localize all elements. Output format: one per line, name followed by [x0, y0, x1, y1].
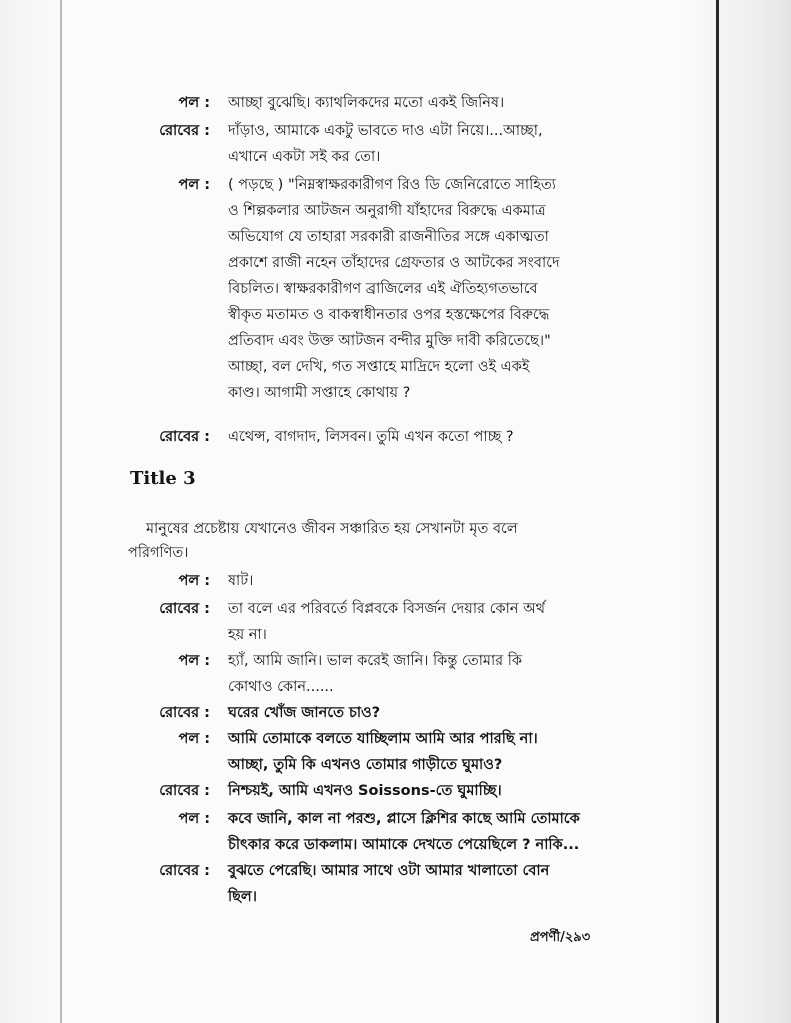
dialogue-line: বিচলিত। স্বাক্ষরকারীগণ ব্রাজিলের এই ঐতিহ্যগতভাবে: [228, 281, 538, 297]
dialogue-line: অভিযোগ যে তাহারা সরকারী রাজনীতির সঙ্গে একাত্মতা: [228, 229, 549, 245]
speaker-label: রোবের :: [159, 705, 210, 721]
dialogue-line: কবে জানি, কাল না পরশু, প্লাসে ক্লিশির কাছে আমি তোমাকে: [228, 811, 580, 827]
speaker-label: পল :: [178, 731, 210, 747]
dialogue-line: আচ্ছা বুঝেছি। ক্যাথলিকদের মতো একই জিনিষ।: [228, 95, 505, 111]
dialogue-line: তা বলে এর পরিবর্তে বিপ্লবকে বিসর্জন দেয়ার কোন অর্থ: [228, 601, 546, 617]
speaker-label: পল :: [178, 95, 210, 111]
dialogue-line: ঘরের খোঁজ জানতে চাও?: [228, 705, 381, 721]
speaker-label: পল :: [178, 573, 210, 589]
speaker-label: পল :: [178, 811, 210, 827]
dialogue-line: বুঝতে পেরেছি। আমার সাথে ওটা আমার খালাতো বোন: [228, 863, 550, 879]
speaker-label: রোবের :: [159, 123, 210, 139]
dialogue-line: ও শিল্পকলার আটজন অনুরাগী যাঁহাদের বিরুদ্ধে একমাত্র: [228, 203, 546, 219]
dialogue-line: এথেন্স, বাগদাদ, লিসবন। তুমি এখন কতো পাচ্ছ ?: [228, 429, 514, 445]
dialogue-line: ( পড়ছে ) "নিম্নস্বাক্ষরকারীগণ রিও ডি জেনিরোতে সাহিত্য: [228, 177, 556, 193]
dialogue-line: নিশ্চয়ই, আমি এখনও Soissons-তে ঘুমাচ্ছি।: [228, 783, 502, 799]
speaker-label: পল :: [178, 653, 210, 669]
speaker-label: রোবের :: [159, 601, 210, 617]
dialogue-line: আচ্ছা, বল দেখি, গত সপ্তাহে মাদ্রিদে হলো ওই একই: [228, 359, 530, 375]
dialogue-line: প্রকাশে রাজী নহেন তাঁহাদের গ্রেফতার ও আটকের সংবাদে: [228, 255, 560, 271]
dialogue-line: প্রতিবাদ এবং উক্ত আটজন বন্দীর মুক্তি দাবী করিতেছে।": [228, 333, 551, 349]
dialogue-line: কাণ্ড। আগামী সপ্তাহে কোথায় ?: [228, 385, 411, 401]
dialogue-line: চীৎকার করে ডাকলাম। আমাকে দেখতে পেয়েছিলে ? নাকি...: [228, 837, 580, 853]
dialogue-line: হয় না।: [228, 627, 267, 643]
dialogue-line: ষাট।: [228, 573, 254, 589]
speaker-label: রোবের :: [159, 429, 210, 445]
dialogue-line: হ্যাঁ, আমি জানি। ভাল করেই জানি। কিন্তু তোমার কি: [228, 653, 523, 669]
speaker-label: রোবের :: [159, 783, 210, 799]
dialogue-line: আচ্ছা, তুমি কি এখনও তোমার গাড়ীতে ঘুমাও?: [228, 757, 503, 773]
page-number: প্রপর্ণী/২৯৩: [530, 930, 591, 945]
dialogue-line: আমি তোমাকে বলতে যাচ্ছিলাম আমি আর পারছি না।: [228, 731, 538, 747]
speaker-label: রোবের :: [159, 863, 210, 879]
section-title: Title 3: [130, 468, 196, 489]
dialogue-line: এখানে একটা সই কর তো।: [228, 149, 381, 165]
narration-line: মানুষের প্রচেষ্টায় যেখানেও জীবন সঞ্চারিত হয় সেখানটা মৃত বলে: [146, 521, 518, 537]
dialogue-line: স্বীকৃত মতামত ও বাকস্বাধীনতার ওপর হস্তক্ষেপের বিরুদ্ধে: [228, 307, 550, 323]
narration-line: পরিগণিত।: [128, 545, 189, 561]
speaker-label: পল :: [178, 177, 210, 193]
dialogue-line: কোথাও কোন......: [228, 679, 334, 695]
dialogue-line: ছিল।: [228, 889, 257, 905]
dialogue-line: দাঁড়াও, আমাকে একটু ভাবতে দাও এটা নিয়ে।...আচ্ছা,: [228, 123, 543, 139]
